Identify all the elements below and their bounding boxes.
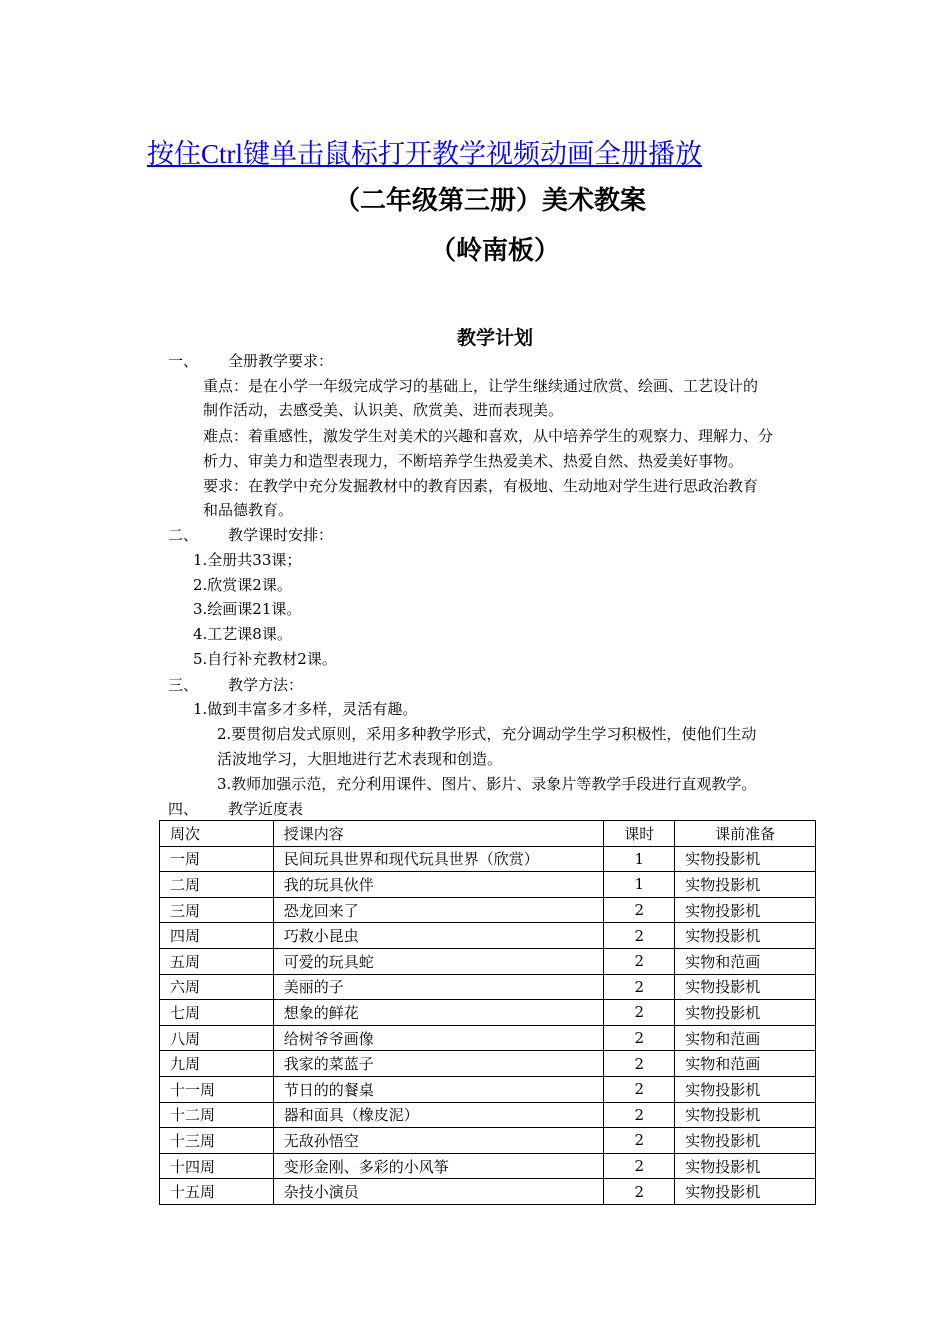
content-cell: 巧救小昆虫 (273, 923, 604, 949)
table-row (160, 872, 816, 898)
requirement-line: 制作活动，去感受美、认识美、欣赏美、进而表现美。 (203, 401, 564, 419)
table-row (160, 1076, 816, 1102)
content-cell: 我家的菜蓝子 (273, 1051, 604, 1077)
requirement-line: 重点：是在小学一年级完成学习的基础上，让学生继续通过欣赏、绘画、工艺设计的 (203, 377, 759, 395)
prep-cell: 实物投影机 (675, 923, 816, 949)
prep-cell: 实物投影机 (675, 897, 816, 923)
table-row (160, 1051, 816, 1077)
week-cell: 九周 (160, 1051, 274, 1077)
table-row (160, 923, 816, 949)
content-cell: 节日的的餐桌 (273, 1076, 604, 1102)
table-row (160, 1179, 816, 1205)
week-cell: 十一周 (160, 1076, 274, 1102)
hours-line: 3.绘画课21课。 (193, 600, 302, 618)
section-number: 二、 (168, 526, 199, 544)
week-cell: 十三周 (160, 1128, 274, 1154)
week-cell: 八周 (160, 1025, 274, 1051)
table-row (160, 897, 816, 923)
week-cell: 十五周 (160, 1179, 274, 1205)
header-week: 周次 (160, 821, 274, 847)
section-title: 全册教学要求： (228, 352, 334, 370)
hours-cell: 2 (604, 948, 675, 974)
section-title: 教学课时安排： (228, 526, 334, 544)
hours-cell: 2 (604, 1179, 675, 1205)
content-cell: 杂技小演员 (273, 1179, 604, 1205)
method-line: 2.要贯彻启发式原则，采用多种教学形式，充分调动学生学习积极性，使他们生动 (217, 725, 757, 743)
week-cell: 一周 (160, 846, 274, 872)
content-cell: 我的玩具伙伴 (273, 872, 604, 898)
hours-cell: 2 (604, 1102, 675, 1128)
table-row (160, 1000, 816, 1026)
table-row (160, 974, 816, 1000)
content-cell: 无敌孙悟空 (273, 1128, 604, 1154)
hours-cell: 2 (604, 1000, 675, 1026)
content-cell: 器和面具（橡皮泥） (273, 1102, 604, 1128)
hours-cell: 1 (604, 846, 675, 872)
hours-cell: 1 (604, 872, 675, 898)
week-cell: 十四周 (160, 1153, 274, 1179)
hours-cell: 2 (604, 1051, 675, 1077)
content-cell: 美丽的子 (273, 974, 604, 1000)
document-title: （二年级第三册）美术教案 (333, 186, 646, 216)
table-header-row (160, 821, 816, 847)
requirement-line: 和品德教育。 (203, 501, 294, 519)
prep-cell: 实物投影机 (675, 1179, 816, 1205)
hours-line: 5.自行补充教材2课。 (193, 650, 337, 668)
requirement-line: 要求：在教学中充分发掘教材中的教育因素，有极地、生动地对学生进行思政治教育 (203, 477, 759, 495)
hours-cell: 2 (604, 897, 675, 923)
table-row (160, 1153, 816, 1179)
hours-cell: 2 (604, 1076, 675, 1102)
week-cell: 六周 (160, 974, 274, 1000)
section-title: 教学近度表 (228, 800, 304, 818)
hours-cell: 2 (604, 1128, 675, 1154)
hours-cell: 2 (604, 1153, 675, 1179)
section-2-heading (168, 525, 333, 545)
table-row (160, 846, 816, 872)
table-row (160, 1025, 816, 1051)
section-4-heading (168, 799, 303, 819)
method-line: 1.做到丰富多才多样，灵活有趣。 (193, 700, 418, 718)
table-row (160, 948, 816, 974)
prep-cell: 实物投影机 (675, 1000, 816, 1026)
hours-cell: 2 (604, 974, 675, 1000)
header-content: 授课内容 (273, 821, 604, 847)
table-row (160, 1128, 816, 1154)
requirement-line: 析力、审美力和造型表现力，不断培养学生热爱美术、热爱自然、热爱美好事物。 (203, 452, 744, 470)
section-title: 教学方法： (228, 676, 304, 694)
hours-line: 4.工艺课8课。 (193, 625, 292, 643)
schedule-table (159, 820, 816, 1205)
section-1-heading (168, 351, 333, 371)
prep-cell: 实物投影机 (675, 846, 816, 872)
prep-cell: 实物投影机 (675, 974, 816, 1000)
section-number: 四、 (168, 800, 199, 818)
hours-line: 1.全册共33课； (193, 551, 302, 569)
content-cell: 给树爷爷画像 (273, 1025, 604, 1051)
week-cell: 五周 (160, 948, 274, 974)
method-line: 3.教师加强示范，充分利用课件、图片、影片、录象片等教学手段进行直观教学。 (217, 775, 757, 793)
prep-cell: 实物投影机 (675, 872, 816, 898)
section-number: 三、 (168, 676, 199, 694)
requirement-line: 难点：着重感性，激发学生对美术的兴趣和喜欢，从中培养学生的观察力、理解力、分 (203, 427, 774, 445)
content-cell: 想象的鲜花 (273, 1000, 604, 1026)
week-cell: 十二周 (160, 1102, 274, 1128)
hours-line: 2.欣赏课2课。 (193, 576, 292, 594)
content-cell: 变形金刚、多彩的小风筝 (273, 1153, 604, 1179)
plan-heading: 教学计划 (456, 327, 533, 349)
header-prep: 课前准备 (675, 821, 816, 847)
table-row (160, 1102, 816, 1128)
prep-cell: 实物投影机 (675, 1076, 816, 1102)
prep-cell: 实物和范画 (675, 948, 816, 974)
content-cell: 恐龙回来了 (273, 897, 604, 923)
week-cell: 四周 (160, 923, 274, 949)
prep-cell: 实物投影机 (675, 1102, 816, 1128)
hours-cell: 2 (604, 1025, 675, 1051)
week-cell: 七周 (160, 1000, 274, 1026)
header-hours: 课时 (604, 821, 675, 847)
prep-cell: 实物和范画 (675, 1051, 816, 1077)
week-cell: 二周 (160, 872, 274, 898)
hours-cell: 2 (604, 923, 675, 949)
method-line: 活波地学习，大胆地进行艺术表现和创造。 (217, 750, 503, 768)
content-cell: 民间玩具世界和现代玩具世界（欣赏） (273, 846, 604, 872)
section-number: 一、 (168, 352, 199, 370)
prep-cell: 实物和范画 (675, 1025, 816, 1051)
document-subtitle: （岭南板） (429, 236, 560, 266)
week-cell: 三周 (160, 897, 274, 923)
prep-cell: 实物投影机 (675, 1153, 816, 1179)
prep-cell: 实物投影机 (675, 1128, 816, 1154)
video-link[interactable]: 按住Ctrl键单击鼠标打开教学视频动画全册播放 (147, 139, 703, 169)
section-3-heading (168, 675, 303, 695)
content-cell: 可爱的玩具蛇 (273, 948, 604, 974)
